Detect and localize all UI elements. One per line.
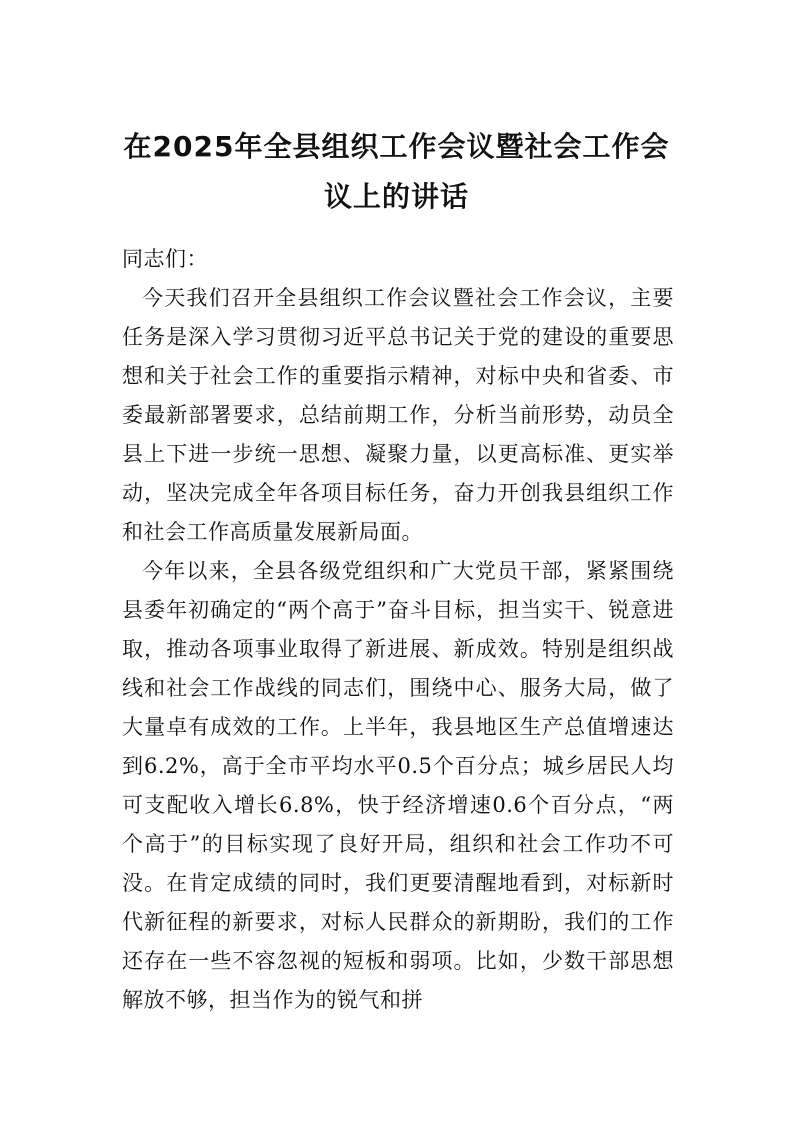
- salutation: 同志们：: [122, 247, 208, 271]
- body-paragraph: 今年以来，全县各级党组织和广大党员干部，紧紧围绕县委年初确定的“两个高于”奋斗目标，担当实干、锐意进取，推动各项事业取得了新进展、新成效。特别是组织战线和社会工作战线的同志们，围绕中心、服务大局，做了大量卓有成效的工作。上半年，我县地区生产总值增速达到6.2%，高于全市平均水平0.5个百分点；城乡居民人均可支配收入增长6.8%，快于经济增速0.6个百分点，“两个高于”的目标实现了良好开局，组织和社会工作功不可没。在肯定成绩的同时，我们更要清醒地看到，对标新时代新征程的新要求，对标人民群众的新期盼，我们的工作还存在一些不容忽视的短板和弱项。比如，少数干部思想解放不够，担当作为的锐气和拼: [122, 559, 674, 1012]
- body-paragraph: 今天我们召开全县组织工作会议暨社会工作会议，主要任务是深入学习贯彻习近平总书记关于党的建设的重要思想和关于社会工作的重要指示精神，对标中央和省委、市委最新部署要求，总结前期工作，分析当前形势，动员全县上下进一步统一思想、凝聚力量，以更高标准、更实举动，坚决完成全年各项目标任务，奋力开创我县组织工作和社会工作高质量发展新局面。: [122, 286, 674, 544]
- document-body: [122, 240, 674, 1020]
- document-title: 在2025年全县组织工作会议暨社会工作会议上的讲话: [123, 130, 670, 213]
